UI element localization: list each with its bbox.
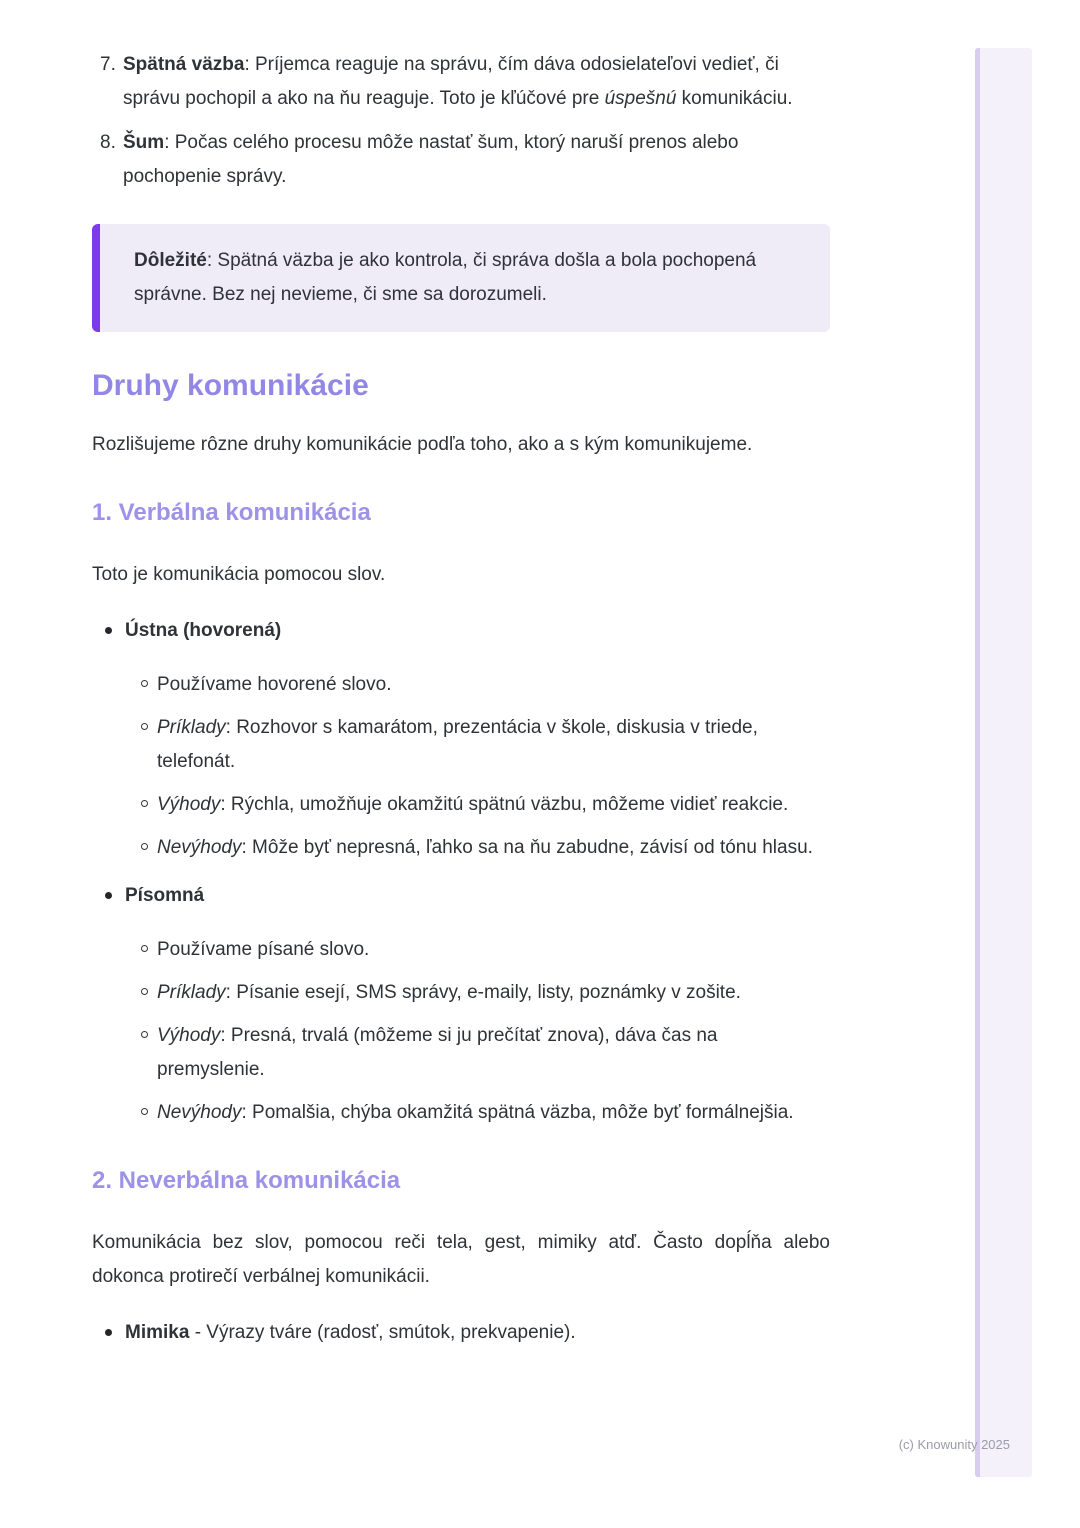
list-item-spatna-vazba <box>92 48 830 116</box>
bullet-marker <box>141 1019 157 1087</box>
disc-bullet-icon <box>105 1329 112 1336</box>
bullet-title-line <box>92 1316 830 1350</box>
sub-list-item <box>92 1019 830 1087</box>
bullet-text-rest: - Výrazy tváre (radosť, smútok, prekvapenie). <box>189 1322 576 1343</box>
point-label: Nevýhody <box>157 837 242 858</box>
sub-item-text <box>157 668 830 702</box>
nonverbal-intro: Komunikácia bez slov, pomocou reči tela, gest, mimiky atď. Často dopĺňa alebo dokonca protirečí verbálnej komunikácii. <box>92 1232 830 1287</box>
sub-list-item <box>92 711 830 779</box>
point-label: Príklady <box>157 717 226 738</box>
list-number: 7. <box>100 54 116 75</box>
sub-item-text <box>157 933 830 967</box>
subsection-title-verbal: 1. Verbálna komunikácia <box>92 499 371 526</box>
verbal-intro: Toto je komunikácia pomocou slov. <box>92 564 386 585</box>
term-bold: Mimika <box>125 1322 190 1343</box>
circle-bullet-icon <box>141 843 148 850</box>
point-label: Výhody <box>157 794 221 815</box>
point-text: Používame hovorené slovo. <box>157 674 392 695</box>
sub-list-item <box>92 788 830 822</box>
circle-bullet-icon <box>141 1031 148 1038</box>
page-edge-decoration <box>975 48 1032 1477</box>
item-text: : Počas celého procesu môže nastať šum, ktorý naruší prenos alebo pochopenie správy. <box>123 132 739 187</box>
bullet-marker <box>141 1096 157 1130</box>
list-item-text <box>123 48 830 116</box>
sub-list-item <box>92 933 830 967</box>
pisomna-sub-list <box>92 933 830 1130</box>
circle-bullet-icon <box>141 1108 148 1115</box>
copyright-watermark: (c) Knowunity 2025 <box>898 1437 1010 1452</box>
term-bold: Šum <box>123 132 165 153</box>
list-item-pisomna <box>92 879 830 1130</box>
bullet-marker <box>105 1316 125 1350</box>
disc-bullet-icon <box>105 892 112 899</box>
list-item-mimika <box>92 1316 830 1350</box>
callout-label: Dôležité <box>134 250 207 271</box>
point-text: : Rozhovor s kamarátom, prezentácia v škole, diskusia v triede, telefonát. <box>157 717 758 772</box>
bullet-marker <box>141 933 157 967</box>
bullet-title-line <box>92 879 830 913</box>
ustna-sub-list <box>92 668 830 865</box>
sub-item-text <box>157 711 830 779</box>
group-title: Ústna (hovorená) <box>125 620 282 641</box>
circle-bullet-icon <box>141 680 148 687</box>
bullet-marker <box>141 711 157 779</box>
group-title: Písomná <box>125 885 205 906</box>
disc-bullet-icon <box>105 627 112 634</box>
important-callout <box>92 224 830 332</box>
list-item-text <box>123 126 830 194</box>
verbal-list <box>92 614 830 1130</box>
point-text: : Presná, trvalá (môžeme si ju prečítať znova), dáva čas na premyslenie. <box>157 1025 718 1080</box>
sub-list-item <box>92 831 830 865</box>
sub-item-text <box>157 976 830 1010</box>
bullet-text <box>125 1316 830 1350</box>
list-item-ustna <box>92 614 830 865</box>
point-label: Výhody <box>157 1025 221 1046</box>
list-item-sum <box>92 126 830 194</box>
bullet-marker <box>141 788 157 822</box>
circle-bullet-icon <box>141 945 148 952</box>
subsection-title-nonverbal: 2. Neverbálna komunikácia <box>92 1167 401 1194</box>
item-text: : Príjemca reaguje na správu, čím dáva odosielateľovi vedieť, či správu pochopil a ako na ňu reaguje. Toto je kľúčové pre <box>123 54 779 109</box>
italic-word: úspešnú <box>604 88 677 109</box>
nonverbal-list <box>92 1316 830 1350</box>
point-text: Používame písané slovo. <box>157 939 370 960</box>
bullet-marker <box>105 879 125 913</box>
point-label: Nevýhody <box>157 1102 242 1123</box>
circle-bullet-icon <box>141 723 148 730</box>
sub-item-text <box>157 1096 830 1130</box>
bullet-marker <box>105 614 125 648</box>
bullet-title-line <box>92 614 830 648</box>
numbered-list <box>92 48 830 194</box>
point-text: : Písanie esejí, SMS správy, e-maily, listy, poznámky v zošite. <box>225 982 741 1003</box>
point-text: : Môže byť nepresná, ľahko sa na ňu zabudne, závisí od tónu hlasu. <box>241 837 813 858</box>
list-number: 8. <box>100 132 116 153</box>
sub-list-item <box>92 1096 830 1130</box>
circle-bullet-icon <box>141 988 148 995</box>
section-intro: Rozlišujeme rôzne druhy komunikácie podľa toho, ako a s kým komunikujeme. <box>92 434 753 455</box>
sub-item-text <box>157 788 830 822</box>
sub-list-item <box>92 668 830 702</box>
item-text-end: komunikáciu. <box>676 88 793 109</box>
callout-text: : Spätná väzba je ako kontrola, či správa došla a bola pochopená správne. Bez nej nevieme, či sme sa dorozumeli. <box>134 250 757 305</box>
point-label: Príklady <box>157 982 226 1003</box>
bullet-marker <box>141 668 157 702</box>
sub-item-text <box>157 1019 830 1087</box>
bullet-marker <box>141 831 157 865</box>
section-title: Druhy komunikácie <box>92 369 369 402</box>
point-text: : Pomalšia, chýba okamžitá spätná väzba, môže byť formálnejšia. <box>241 1102 794 1123</box>
point-text: : Rýchla, umožňuje okamžitú spätnú väzbu, môžeme vidieť reakcie. <box>220 794 789 815</box>
bullet-marker <box>141 976 157 1010</box>
term-bold: Spätná väzba <box>123 54 245 75</box>
sub-item-text <box>157 831 830 865</box>
sub-list-item <box>92 976 830 1010</box>
circle-bullet-icon <box>141 800 148 807</box>
document-content <box>92 0 830 1364</box>
